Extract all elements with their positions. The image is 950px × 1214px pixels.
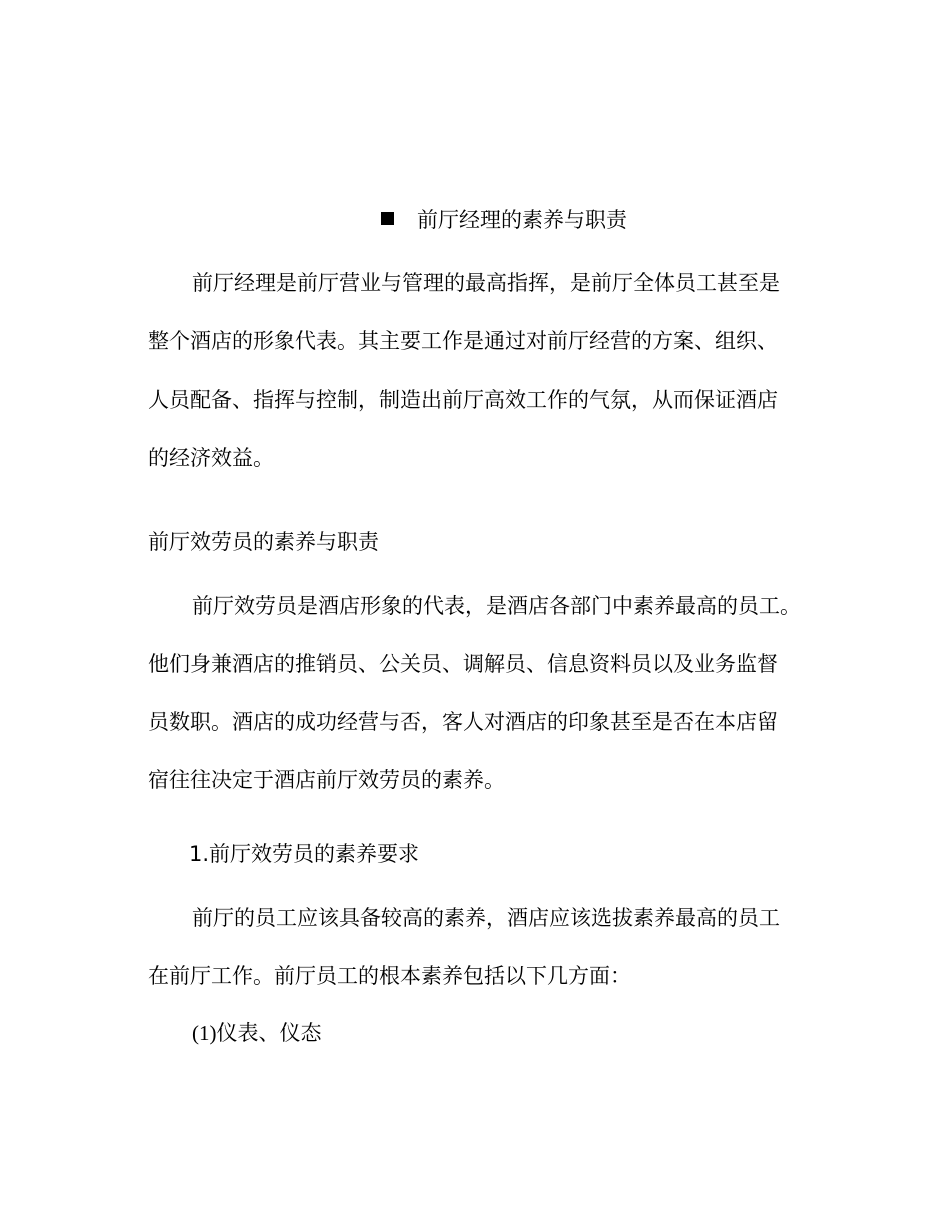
paragraph-line: 宿往往决定于酒店前厅效劳员的素养。 xyxy=(148,768,505,792)
paragraph-line: 前厅的员工应该具备较高的素养，酒店应该选拔素养最高的员工 xyxy=(192,906,780,930)
paragraph-line: 前厅效劳员是酒店形象的代表，是酒店各部门中素养最高的员工。 xyxy=(192,594,801,618)
paragraph-line: 员数职。酒店的成功经营与否，客人对酒店的印象甚至是否在本店留 xyxy=(148,710,778,734)
paragraph-line: 在前厅工作。前厅员工的根本素养包括以下几方面： xyxy=(148,964,631,988)
list-item xyxy=(192,1018,322,1048)
paragraph-line: 前厅经理是前厅营业与管理的最高指挥，是前厅全体员工甚至是 xyxy=(192,271,780,295)
section-heading-manager-text: 前厅经理的素养与职责 xyxy=(417,208,627,232)
square-bullet-icon xyxy=(381,212,394,225)
subsection-heading: 1.前厅效劳员的素养要求 xyxy=(189,842,420,866)
list-item-text: 仪表、仪态 xyxy=(216,1021,322,1045)
section-heading-manager xyxy=(381,205,627,235)
paragraph-line: 的经济效益。 xyxy=(148,446,274,470)
paragraph-line: 整个酒店的形象代表。其主要工作是通过对前厅经营的方案、组织、 xyxy=(148,329,778,353)
section-heading-attendant: 前厅效劳员的素养与职责 xyxy=(148,530,379,554)
paragraph-line: 他们身兼酒店的推销员、公关员、调解员、信息资料员以及业务监督 xyxy=(148,652,778,676)
paragraph-line: 人员配备、指挥与控制，制造出前厅高效工作的气氛，从而保证酒店 xyxy=(148,388,778,412)
list-item-number: (1) xyxy=(192,1021,217,1045)
